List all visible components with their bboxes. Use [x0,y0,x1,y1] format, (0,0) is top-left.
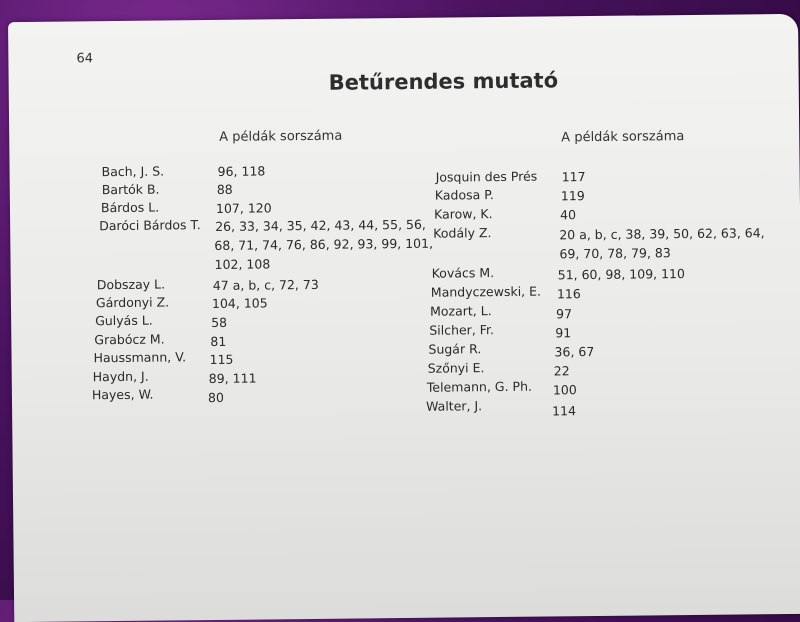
index-name: Szőnyi E. [427,360,485,376]
index-name: Gulyás L. [95,312,153,329]
index-name: Josquin des Prés [435,168,538,185]
index-name: Sugár R. [428,341,482,357]
index-pages: 100 [552,382,577,398]
index-pages: 58 [211,314,228,331]
index-name: Bárdos L. [100,199,160,216]
index-pages: 119 [560,188,585,204]
index-pages: 96, 118 [217,163,266,179]
index-pages: 107, 120 [215,200,272,216]
index-name: Hayes, W. [91,386,154,403]
index-pages: 22 [553,363,570,379]
index-pages: 91 [555,325,572,341]
index-pages: 88 [216,181,233,197]
right-column-header: A példák sorszáma [561,129,685,146]
index-name: Haydn, J. [92,368,149,385]
index-name: Daróci Bárdos T. [99,217,201,234]
index-pages: 26, 33, 34, 35, 42, 43, 44, 55, 56, [215,216,426,234]
index-pages: 20 a, b, c, 38, 39, 50, 62, 63, 64, [559,225,765,243]
index-name: Bartók B. [101,181,160,198]
index-name: Silcher, Fr. [429,322,495,338]
index-pages: 116 [556,286,581,302]
index-pages: 68, 71, 74, 76, 86, 92, 93, 99, 101, [214,235,434,253]
index-pages: 80 [207,389,224,406]
index-pages: 117 [561,169,586,185]
index-pages: 114 [552,403,577,419]
index-pages: 89, 111 [208,370,257,387]
index-pages: 69, 70, 78, 79, 83 [559,245,671,262]
index-name: Mozart, L. [429,303,492,319]
book-page [8,14,800,622]
index-pages: 36, 67 [554,344,595,360]
index-pages: 97 [556,306,573,322]
index-name: Kodály Z. [433,225,492,241]
index-name: Mandyczewski, E. [430,283,542,300]
index-pages: 51, 60, 98, 109, 110 [557,266,686,283]
index-pages: 47 a, b, c, 72, 73 [212,276,319,294]
index-name: Haussmann, V. [93,349,187,366]
index-name: Kadosa P. [434,187,494,203]
page-number: 64 [76,51,94,67]
index-name: Walter, J. [425,398,483,414]
index-name: Gárdonyi Z. [95,294,170,311]
index-pages: 104, 105 [211,295,268,312]
index-name: Grabócz M. [94,331,165,348]
left-column-header: A példák sorszáma [219,128,343,145]
index-name: Dobszay L. [96,276,166,293]
index-name: Karow, K. [433,206,493,222]
index-name: Bach, J. S. [101,163,165,180]
page-title: Betűrendes mutató [328,68,559,95]
index-pages: 102, 108 [214,256,271,272]
index-name: Kovács M. [431,265,495,281]
index-pages: 115 [209,351,234,368]
index-name: Telemann, G. Ph. [426,378,533,395]
index-pages: 40 [559,207,577,223]
index-pages: 81 [210,333,227,350]
